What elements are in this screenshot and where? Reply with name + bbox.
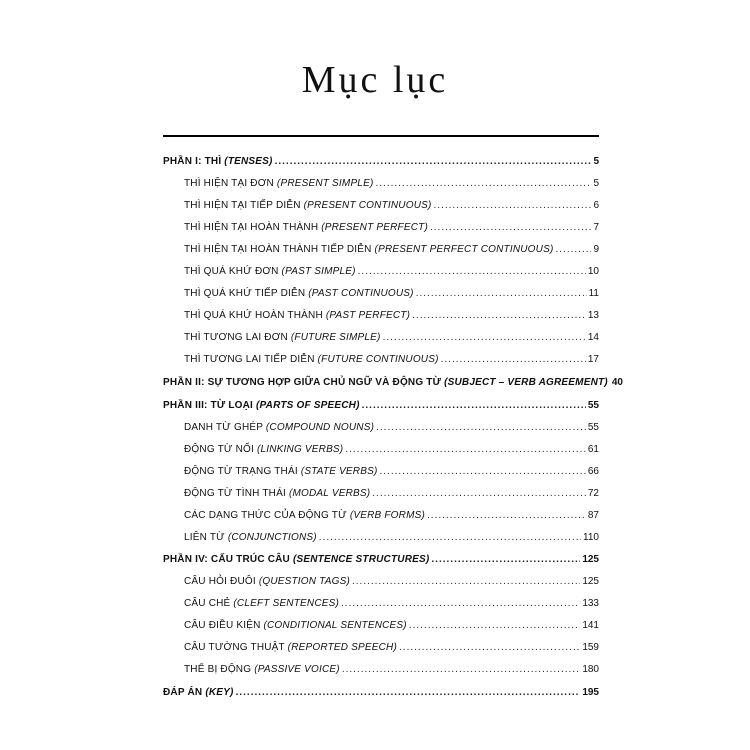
toc-page-number: 110	[583, 532, 599, 543]
dot-leader	[362, 398, 586, 414]
toc-entry-english: (PRESENT CONTINUOUS)	[303, 200, 432, 211]
toc-entry-label	[163, 398, 360, 414]
toc-entry-label	[184, 530, 317, 546]
toc-page-number: 6	[593, 200, 599, 211]
toc-entry-english: (SUBJECT – VERB AGREEMENT)	[444, 377, 608, 388]
toc-entry-english: (PRESENT SIMPLE)	[276, 178, 374, 189]
toc-entry-english: (PRESENT PERFECT CONTINUOUS)	[374, 244, 554, 255]
toc-page-number: 5	[593, 156, 599, 167]
toc-entry-english: (PASSIVE VOICE)	[254, 664, 340, 675]
toc-entry-label	[184, 618, 407, 634]
toc-entry-title: CÂU ĐIỀU KIỆN	[184, 620, 264, 631]
toc-page-number: 13	[587, 310, 599, 321]
title-divider	[163, 135, 599, 137]
dot-leader	[376, 420, 586, 436]
toc-page-number: 17	[587, 354, 599, 365]
dot-leader	[412, 308, 586, 324]
toc-page-number: 125	[582, 554, 599, 565]
toc-entry-label	[163, 552, 429, 568]
dot-leader	[345, 442, 586, 458]
toc-entry-title: THÌ HIỆN TẠI ĐƠN	[184, 178, 277, 189]
toc-page-number: 55	[587, 400, 599, 411]
toc-entry-label	[184, 308, 410, 324]
dot-leader	[556, 242, 592, 258]
dot-leader	[358, 264, 586, 280]
toc-entry-english: (PAST CONTINUOUS)	[308, 288, 414, 299]
toc-page-number: 87	[587, 510, 599, 521]
dot-leader	[380, 464, 586, 480]
toc-entry-english: (FUTURE SIMPLE)	[290, 332, 381, 343]
toc-entry-label	[184, 662, 340, 678]
dot-leader	[431, 552, 580, 568]
toc-entry	[184, 176, 599, 192]
toc-entry-label	[184, 198, 432, 214]
toc-entry-label	[184, 286, 414, 302]
dot-leader	[441, 352, 586, 368]
toc-entry-label	[184, 574, 350, 590]
toc-entry-label	[184, 508, 425, 524]
toc-entry-label	[163, 685, 234, 701]
toc-entry-label	[184, 176, 373, 192]
toc-entry-title: THÌ TƯƠNG LAI ĐƠN	[184, 332, 291, 343]
toc-part-entry	[163, 375, 623, 391]
toc-entry-title: THÌ QUÁ KHỨ HOÀN THÀNH	[184, 310, 326, 321]
toc-entry-english: (KEY)	[205, 687, 234, 698]
toc-entry-title: ĐỘNG TỪ TÌNH THÁI	[184, 488, 289, 499]
toc-entry-english: (FUTURE CONTINUOUS)	[317, 354, 439, 365]
toc-entry	[184, 308, 599, 324]
toc-entry	[184, 596, 599, 612]
toc-page-number: 141	[582, 620, 599, 631]
toc-entry-title: THÌ TƯƠNG LAI TIẾP DIỄN	[184, 354, 318, 365]
dot-leader	[236, 685, 581, 701]
toc-entry-label	[184, 596, 339, 612]
dot-leader	[375, 176, 591, 192]
toc-entry-title: THÌ HIỆN TẠI HOÀN THÀNH TIẾP DIỄN	[184, 244, 375, 255]
toc-entry-english: (LINKING VERBS)	[256, 444, 344, 455]
toc-entry-english: (PAST PERFECT)	[325, 310, 411, 321]
toc-entry	[184, 640, 599, 656]
toc-entry-english: (CLEFT SENTENCES)	[233, 598, 340, 609]
toc-entry-english: (PAST SIMPLE)	[281, 266, 356, 277]
toc-entry-title: PHẦN II: SỰ TƯƠNG HỢP GIỮA CHỦ NGỮ VÀ ĐỘNG TỪ	[163, 377, 445, 388]
toc-entry	[184, 198, 599, 214]
toc-entry-english: (COMPOUND NOUNS)	[265, 422, 375, 433]
toc-entry-title: THÌ HIỆN TẠI TIẾP DIỄN	[184, 200, 304, 211]
dot-leader	[352, 574, 580, 590]
toc-entry-label	[163, 375, 608, 391]
toc-part-entry	[163, 398, 599, 414]
toc-entry	[184, 618, 599, 634]
toc-part-entry	[163, 552, 599, 568]
toc-entry-title: CÂU CHẺ	[184, 598, 234, 609]
toc-page-number: 7	[593, 222, 599, 233]
dot-leader	[372, 486, 586, 502]
toc-entry-english: (PARTS OF SPEECH)	[256, 400, 360, 411]
toc-entry-label	[184, 264, 356, 280]
toc-page-number: 5	[593, 178, 599, 189]
toc-entry	[184, 574, 599, 590]
dot-leader	[399, 640, 580, 656]
toc-entry	[184, 486, 599, 502]
toc-entry-title: THÌ HIỆN TẠI HOÀN THÀNH	[184, 222, 322, 233]
toc-entry-title: CÁC DẠNG THỨC CỦA ĐỘNG TỪ	[184, 510, 350, 521]
dot-leader	[275, 154, 592, 170]
toc-entry-label	[184, 220, 428, 236]
toc-entry-label	[184, 464, 378, 480]
toc-entry-title: ĐỘNG TỪ NỐI	[184, 444, 257, 455]
toc-page-number: 9	[593, 244, 599, 255]
toc-page-number: 10	[587, 266, 599, 277]
toc-entry-title: CÂU TƯỜNG THUẬT	[184, 642, 288, 653]
toc-entry	[184, 420, 599, 436]
toc-entry	[184, 220, 599, 236]
dot-leader	[319, 530, 581, 546]
dot-leader	[430, 220, 591, 236]
toc-entry-title: THÌ QUÁ KHỨ TIẾP DIỄN	[184, 288, 309, 299]
toc-page-number: 40	[611, 377, 623, 388]
toc-entry-title: PHẦN I: THÌ	[163, 156, 225, 167]
toc-entry	[184, 352, 599, 368]
toc-page-number: 133	[582, 598, 599, 609]
toc-entry-title: ĐÁP ÁN	[163, 687, 206, 698]
toc-entry-title: DANH TỪ GHÉP	[184, 422, 266, 433]
toc-entry	[184, 464, 599, 480]
toc-entry-title: LIÊN TỪ	[184, 532, 228, 543]
toc-entry-english: (SENTENCE STRUCTURES)	[292, 554, 430, 565]
toc-entry-title: CÂU HỎI ĐUÔI	[184, 576, 259, 587]
dot-leader	[341, 596, 580, 612]
toc-page-number: 14	[587, 332, 599, 343]
toc-entry-label	[163, 154, 273, 170]
toc-entry-english: (MODAL VERBS)	[288, 488, 371, 499]
toc-entry-english: (TENSES)	[224, 156, 273, 167]
toc-page-number: 55	[587, 422, 599, 433]
toc-entry-label	[184, 640, 397, 656]
dot-leader	[434, 198, 592, 214]
toc-page-number: 61	[587, 444, 599, 455]
toc-entry-label	[184, 242, 554, 258]
toc-page-number: 66	[587, 466, 599, 477]
toc-entry	[184, 330, 599, 346]
toc-entry-title: ĐỘNG TỪ TRẠNG THÁI	[184, 466, 301, 477]
toc-entry-title: PHẦN III: TỪ LOẠI	[163, 400, 257, 411]
toc-entry-label	[184, 352, 439, 368]
toc-page-number: 180	[582, 664, 599, 675]
toc-part-entry	[163, 685, 599, 701]
toc-entry	[184, 530, 599, 546]
toc-page-number: 195	[582, 687, 599, 698]
toc-entry-english: (STATE VERBS)	[300, 466, 378, 477]
toc-entry-english: (REPORTED SPEECH)	[287, 642, 398, 653]
toc-entry-english: (QUESTION TAGS)	[258, 576, 350, 587]
toc-entry	[184, 662, 599, 678]
dot-leader	[416, 286, 587, 302]
dot-leader	[383, 330, 586, 346]
toc-entry-english: (CONDITIONAL SENTENCES)	[263, 620, 407, 631]
dot-leader	[409, 618, 581, 634]
toc-entry-english: (CONJUNCTIONS)	[227, 532, 317, 543]
toc-page-number: 11	[588, 288, 599, 299]
toc-entry-title: PHẦN IV: CẤU TRÚC CÂU	[163, 554, 293, 565]
dot-leader	[427, 508, 586, 524]
toc-page-number: 159	[582, 642, 599, 653]
toc-entry	[184, 286, 599, 302]
toc-entry-title: THÌ QUÁ KHỨ ĐƠN	[184, 266, 282, 277]
toc-page-number: 72	[587, 488, 599, 499]
dot-leader	[342, 662, 581, 678]
toc-entry-label	[184, 442, 343, 458]
toc-entry-label	[184, 420, 374, 436]
toc-entry-english: (VERB FORMS)	[349, 510, 426, 521]
toc-entry	[184, 264, 599, 280]
toc-entry-english: (PRESENT PERFECT)	[321, 222, 428, 233]
toc-entry	[184, 242, 599, 258]
toc-entry-label	[184, 486, 370, 502]
page-title: Mục lục	[301, 59, 449, 101]
toc-entry	[184, 508, 599, 524]
toc-entry	[184, 442, 599, 458]
toc-part-entry	[163, 154, 599, 170]
toc-entry-title: THỂ BỊ ĐỘNG	[184, 664, 255, 675]
toc-entry-label	[184, 330, 381, 346]
toc-page-number: 125	[582, 576, 599, 587]
